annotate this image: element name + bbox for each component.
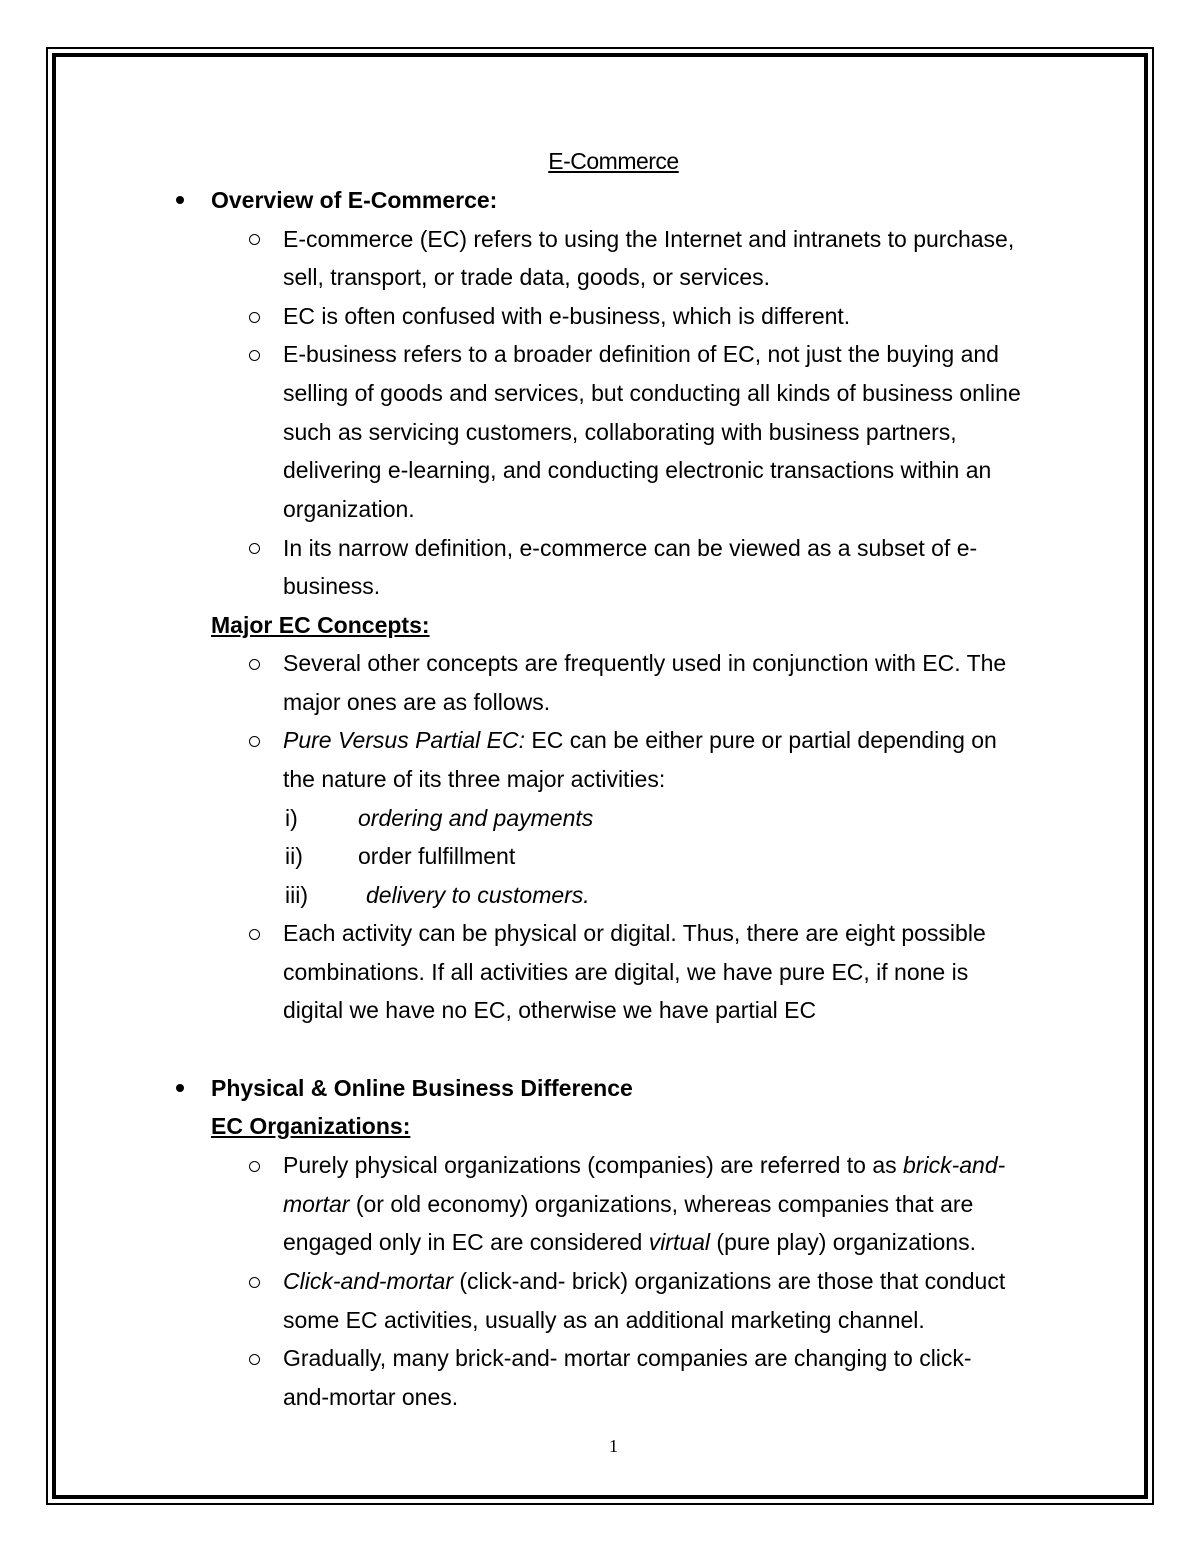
sub-bullet-icon — [249, 736, 260, 747]
concepts-item-3-line-3: digital we have no EC, otherwise we have partial EC — [283, 997, 817, 1023]
physical-item-2-line-2: some EC activities, usually as an additional marketing channel. — [283, 1307, 925, 1333]
overview-item-3-line-4: delivering e-learning, and conducting electronic transactions within an — [283, 457, 992, 483]
overview-item-2-line-1: EC is often confused with e-business, which is different. — [283, 303, 851, 329]
activity-text: delivery to customers. — [366, 882, 590, 908]
sub-bullet-icon — [249, 929, 260, 940]
brick-and-term: brick-and- — [903, 1152, 1006, 1178]
sub-bullet-icon — [249, 1161, 260, 1172]
physical-item-1-line-3 — [283, 1223, 976, 1262]
overview-item-3-line-2: selling of goods and services, but conducting all kinds of business online — [283, 380, 1021, 406]
bullet-icon — [176, 1084, 184, 1092]
overview-item-4-line-1: In its narrow definition, e-commerce can be viewed as a subset of e- — [283, 535, 978, 561]
overview-item-4-line-2: business. — [283, 573, 381, 599]
overview-item-3-line-3: such as servicing customers, collaborating with business partners, — [283, 419, 957, 445]
click-and-mortar-term: Click-and-mortar — [283, 1268, 453, 1294]
mortar-term: mortar — [283, 1191, 350, 1217]
physical-item-1-text: engaged only in EC are considered — [283, 1229, 649, 1255]
physical-item-2-line-1 — [283, 1262, 1005, 1301]
sub-bullet-icon — [249, 1354, 260, 1365]
overview-item-1-line-1: E-commerce (EC) refers to using the Internet and intranets to purchase, — [283, 226, 1015, 252]
sub-bullet-icon — [249, 350, 260, 361]
physical-item-1-text: (or old economy) organizations, whereas companies that are — [349, 1191, 974, 1217]
virtual-term: virtual — [648, 1229, 711, 1255]
activity-text: order fulfillment — [358, 843, 516, 869]
activity-number: i) — [285, 805, 298, 831]
overview-item-3-line-5: organization. — [283, 496, 415, 522]
sub-bullet-icon — [249, 312, 260, 323]
concepts-item-3-line-1: Each activity can be physical or digital. Thus, there are eight possible — [283, 920, 986, 946]
overview-heading: Overview of E-Commerce: — [211, 187, 498, 213]
physical-item-3-line-2: and-mortar ones. — [283, 1384, 459, 1410]
physical-heading: Physical & Online Business Difference — [211, 1075, 633, 1101]
page-title: E-Commerce — [548, 148, 679, 174]
overview-item-3-line-1: E-business refers to a broader definition of EC, not just the buying and — [283, 341, 999, 367]
physical-item-1-text: (pure play) organizations. — [710, 1229, 976, 1255]
physical-item-1-line-2 — [283, 1185, 973, 1224]
sub-bullet-icon — [249, 1277, 260, 1288]
sub-bullet-icon — [249, 543, 260, 554]
concepts-item-1-line-1: Several other concepts are frequently used in conjunction with EC. The — [283, 650, 1007, 676]
physical-item-1-line-1 — [283, 1146, 1005, 1185]
activity-number: ii) — [285, 843, 303, 869]
pure-versus-partial-label: Pure Versus Partial EC: — [283, 727, 526, 753]
concepts-item-2-line-2: the nature of its three major activities: — [283, 766, 666, 792]
sub-bullet-icon — [249, 659, 260, 670]
physical-item-3-line-1: Gradually, many brick-and- mortar companies are changing to click- — [283, 1345, 972, 1371]
ec-organizations-heading: EC Organizations: — [211, 1113, 411, 1139]
concepts-item-2-line-1 — [283, 721, 997, 760]
activity-number: iii) — [285, 882, 308, 908]
concepts-item-3-line-2: combinations. If all activities are digital, we have pure EC, if none is — [283, 959, 969, 985]
page-number: 1 — [609, 1436, 618, 1456]
concepts-item-1-line-2: major ones are as follows. — [283, 689, 551, 715]
physical-item-1-text: Purely physical organizations (companies) are referred to as — [283, 1152, 904, 1178]
bullet-icon — [176, 196, 184, 204]
concepts-item-2-rest: EC can be either pure or partial depending on — [525, 727, 997, 753]
physical-item-2-text: (click-and- brick) organizations are those that conduct — [452, 1268, 1006, 1294]
activity-text: ordering and payments — [358, 805, 594, 831]
overview-item-1-line-2: sell, transport, or trade data, goods, or services. — [283, 264, 771, 290]
sub-bullet-icon — [249, 234, 260, 245]
concepts-heading: Major EC Concepts: — [211, 612, 430, 638]
